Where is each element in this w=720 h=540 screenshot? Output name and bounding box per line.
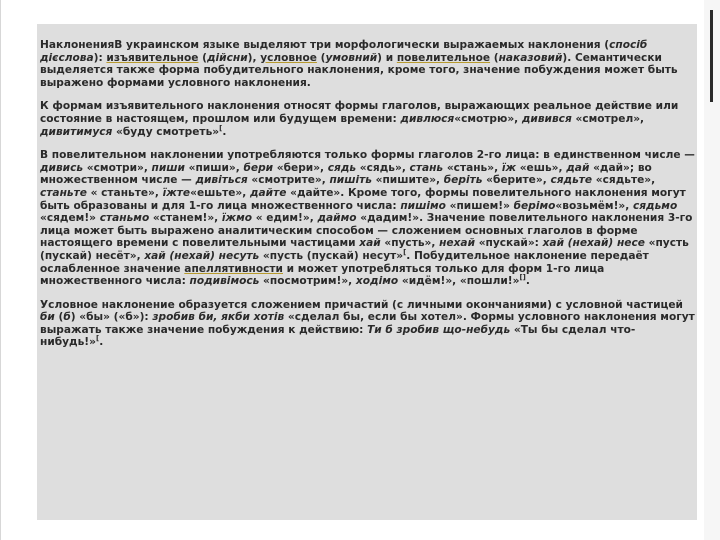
text-run: станьмо [99,212,150,225]
hyperlink-term[interactable]: повелительное [396,51,491,64]
slide-text [40,39,696,360]
text-run: даймо [317,212,357,225]
text-run: «дай»; во множественном числе — [40,161,652,187]
text-run: ): [93,51,107,64]
text-run: «стань», [443,161,502,174]
footnote-mark: [ [403,248,407,257]
text-run: ). Семантически выделяется также форма побудительного наклонения, кроме того, значение побуждения может быть выражено формами условного наклонения. [40,51,678,89]
text-run: пишімо [400,199,446,212]
text-run: «пиши», [184,161,244,174]
text-run: зробив би, якби хотів [152,311,285,324]
text-run: подивімось [189,275,260,288]
text-run: нехай [439,237,476,250]
text-run: дайте [249,186,287,199]
text-run: НаклоненияВ украинском языке выделяют три морфологически выражаемых наклонения ( [40,39,610,51]
text-run: «пусть», [380,237,440,250]
text-run: «Ты бы сделал что-нибудь!» [40,323,636,349]
text-run: дивіться [195,174,248,187]
text-run: . [99,336,104,349]
text-run: сядьте [550,174,593,187]
text-run: «буду смотреть» [112,125,220,138]
text-run: дивлюся [400,112,455,125]
text-run: сядь [327,161,357,174]
text-run: ) «бы» («б»): [70,311,153,324]
text-run: наказовий [498,51,563,64]
text-run: В повелительном наклонении употребляются только формы глаголов 2-го лица: в единственном числе — [40,149,695,162]
text-run: «смотрю», [454,112,522,125]
paragraph [40,100,696,138]
text-run: умовний [325,51,378,64]
text-run: «пусть (пускай) несут» [259,249,404,262]
text-run: ( [54,311,64,324]
text-run: ( [316,51,326,64]
text-run: ( [490,51,499,64]
text-run: ( [198,51,207,64]
paragraph [40,149,696,288]
slide-edge-line [0,0,1,540]
text-run: хай [359,237,381,250]
text-run: ), [247,51,261,64]
text-run: «берите», [482,174,551,187]
text-run: їжмо [221,212,253,225]
text-run: «смотрите», [247,174,330,187]
text-run: беріть [443,174,483,187]
text-run: дійсни [207,51,248,64]
text-run: «ешь», [516,161,567,174]
text-run: дивитимуся [40,125,113,138]
text-run: пишіть [329,174,372,187]
text-run: . [222,125,227,138]
text-run: дивився [521,112,572,125]
text-run: дивись [40,161,84,174]
text-run: спосіб дієслова [40,39,648,64]
text-run: пиши [151,161,185,174]
text-run: . Побудительное наклонение передаёт ослабленное значение [40,249,649,275]
text-run: «дадим!». Значение повелительного наклонения 3-го лица может быть выражено аналитическим способом — сложением основных глаголов в форме настоящего времени с повелительными частицами [40,212,693,250]
text-run: «станем!», [149,212,222,225]
text-run: ) и [377,51,397,64]
text-run: « едим!», [252,212,318,225]
text-run: «пусть (пускай) несёт», [40,237,689,262]
text-run: сядьмо [632,199,678,212]
text-run: би [40,311,55,324]
text-run: «ешьте», [190,186,250,199]
text-run: стань [409,161,444,174]
text-run: їж [501,161,517,174]
text-run: «сядем!» [40,212,100,225]
text-run: «пишем!» [445,199,514,212]
text-run: ходімо [355,275,399,288]
text-run: «дайте». Кроме того, формы повелительного наклонения могут быть образованы и для 1-го лица множественного числа: [40,186,686,212]
text-run: «смотри», [83,161,152,174]
text-run: « станьте», [86,186,163,199]
hyperlink-term[interactable]: апеллятивности [184,262,283,275]
text-run: «пишите», [371,174,444,187]
text-run: їжте [162,186,191,199]
footnote-mark: [] [519,273,526,282]
text-run: «сядь», [356,161,410,174]
text-run: «пускай»: [475,237,543,250]
text-run: «бери», [273,161,328,174]
hyperlink-term[interactable]: изъявительное [106,51,199,64]
text-run: б [63,311,71,324]
text-run: «смотрел», [571,112,645,125]
paragraph [40,39,696,89]
text-run: К формам изъявительного наклонения относят формы глаголов, выражающих реальное действие или состояние в настоящем, прошлом или будущем времени: [40,100,679,125]
text-run: бери [243,161,274,174]
text-run: «посмотрим!», [259,275,356,288]
footnote-mark: [ [219,124,223,133]
text-run: Ти б зробив що-небудь [367,323,511,336]
text-run: «идём!», «пошли!» [398,275,520,288]
text-run: хай (нехай) несе [542,237,645,250]
text-run: и может употребляться только для форм 1-го лица множественного числа: [40,262,605,288]
text-run: берімо [513,199,556,212]
text-run: Условное наклонение образуется сложением причастий (с личными окончаниями) с условной частицей [40,298,683,311]
slide-right-strip [704,0,720,540]
text-run: . [525,275,530,288]
footnote-mark: [ [95,334,100,343]
text-run: дай [566,161,590,174]
text-run: станьте [40,186,87,199]
text-run: «сделал бы, если бы хотел». Формы условного наклонения могут выражать также значение побуждения к действию: [40,311,695,336]
hyperlink-term[interactable]: условное [260,51,317,64]
text-run: «сядьте», [592,174,656,187]
text-run: «возьмём!», [555,199,633,212]
paragraph [40,299,696,349]
text-run: хай (нехай) несуть [144,249,260,262]
accent-bar [710,10,713,102]
